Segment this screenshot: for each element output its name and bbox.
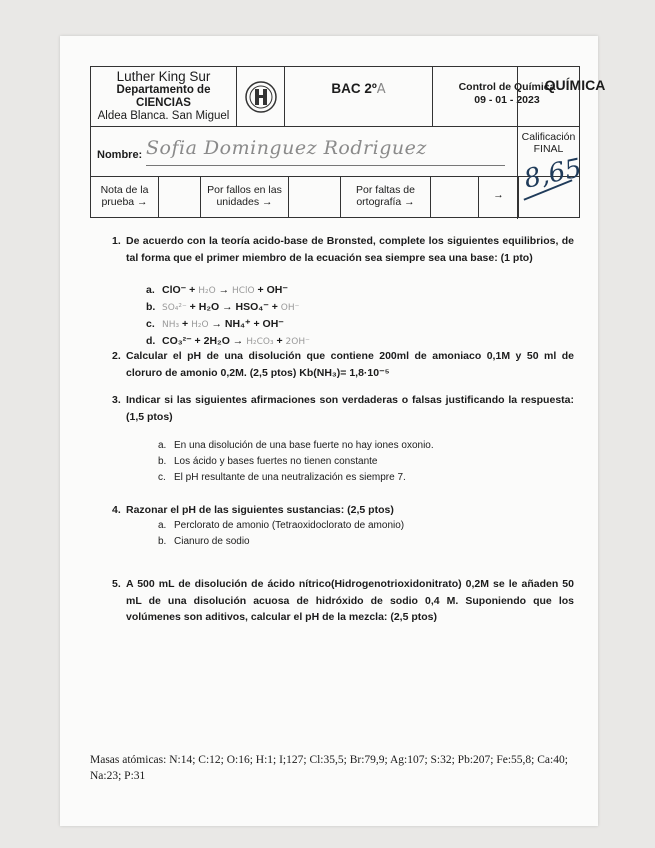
- handwritten-answer: SO₄²⁻: [162, 303, 187, 313]
- subject-title: QUÍMICA: [544, 77, 606, 93]
- control-title: Control de Química: [458, 81, 556, 93]
- faltas-label: Por faltas de ortografía →: [341, 177, 431, 217]
- question-5: [112, 576, 574, 626]
- student-name: Sofia Dominguez Rodriguez: [146, 137, 427, 159]
- final-grade-box: [517, 67, 585, 219]
- header-score-row: [91, 177, 519, 217]
- question-text: Indicar si las siguientes afirmaciones son verdaderas o falsas justificando la respuesta: (1,5 ptos): [126, 394, 574, 423]
- calificacion-label: Calificación FINAL: [521, 131, 576, 155]
- nota-value-cell: [159, 177, 201, 217]
- level-handwritten: A: [376, 82, 386, 97]
- total-arrow: →: [479, 177, 519, 217]
- school-logo: [237, 67, 285, 126]
- question-1: [112, 233, 574, 266]
- handwritten-answer: 2OH⁻: [285, 337, 310, 347]
- fallos-value-cell: [289, 177, 341, 217]
- equilibrium-a: a. ClO⁻ + H₂O → HClO + OH⁻: [146, 284, 288, 296]
- question-text: A 500 mL de disolución de ácido nítrico(Hidrogenotrioxidonitrato) 0,2M se le añaden 50 mL de una disolución acuosa de hidróxido de sodio 0,4 M. Suponiendo que los volúmenes son aditivos, calcular el pH de la mezcla: (2,5 ptos): [126, 578, 574, 623]
- handwritten-answer: H₂O: [198, 286, 216, 296]
- substance-a: a. Perclorato de amonio (Tetraoxidoclorato de amonio): [158, 520, 405, 531]
- equilibrium-b: b. SO₄²⁻ + H₂O → HSO₄⁻ + OH⁻: [146, 301, 300, 313]
- equilibrium-d: d. CO₃²⁻ + 2H₂O → H₂CO₃ + 2OH⁻: [146, 335, 310, 347]
- equilibrium-c: c. NH₃ + H₂O → NH₄⁺ + OH⁻: [146, 318, 284, 330]
- question-text: De acuerdo con la teoría acido-base de Bronsted, complete los siguientes equilibrios, de tal forma que el primer miembro de la ecuación sea siempre sea una base: (1 pto): [126, 235, 574, 264]
- handwritten-answer: OH⁻: [280, 303, 300, 313]
- question-number: 3.: [112, 394, 121, 406]
- header-top-row: [91, 67, 606, 127]
- school-location: Aldea Blanca. San Miguel: [97, 110, 230, 122]
- statement-b: b. Los ácido y bases fuertes no tienen constante: [158, 456, 378, 467]
- question-4: [112, 502, 574, 519]
- question-2: [112, 348, 574, 381]
- question-1-items: [146, 282, 446, 350]
- final-grade: 8,65: [521, 153, 585, 195]
- handwritten-answer: H₂CO₃: [246, 337, 274, 347]
- question-number: 2.: [112, 350, 121, 362]
- nota-label: Nota de la prueba →: [91, 177, 159, 217]
- substance-b: b. Cianuro de sodio: [158, 536, 250, 547]
- department-label: Departamento de: [116, 84, 211, 96]
- question-3: [112, 392, 574, 425]
- question-number: 1.: [112, 235, 121, 247]
- handwritten-answer: HClO: [232, 286, 255, 296]
- fallos-label: Por fallos en las unidades →: [201, 177, 289, 217]
- control-date: 09 - 01 - 2023: [474, 94, 540, 106]
- header-name-row: [91, 127, 585, 195]
- faltas-value-cell: [431, 177, 479, 217]
- statement-a: a. En una disolución de una base fuerte no hay iones oxonio.: [158, 440, 434, 451]
- school-seal-icon: [244, 80, 278, 114]
- handwritten-answer: NH₃: [162, 320, 180, 330]
- question-3-items: [158, 438, 558, 486]
- question-number: 5.: [112, 578, 121, 590]
- exam-paper: [60, 36, 606, 826]
- school-name: Luther King Sur: [116, 69, 211, 84]
- school-info: [91, 67, 237, 126]
- question-text: Razonar el pH de las siguientes sustancias: (2,5 ptos): [126, 504, 394, 516]
- department-name: CIENCIAS: [136, 97, 191, 109]
- name-underline: [146, 165, 505, 166]
- level-text: BAC 2º: [331, 81, 377, 96]
- handwritten-answer: H₂O: [191, 320, 209, 330]
- exam-header: [90, 66, 606, 218]
- statement-c: c. El pH resultante de una neutralización es siempre 7.: [158, 472, 406, 483]
- nombre-label: Nombre:: [97, 149, 143, 161]
- question-number: 4.: [112, 504, 121, 516]
- question-text: Calcular el pH de una disolución que contiene 200ml de amoniaco 0,1M y 50 ml de cloruro de amonio 0,2M. (2,5 ptos) Kb(NH₃)= 1,8·10⁻⁵: [126, 350, 574, 379]
- atomic-masses: Masas atómicas: N:14; C:12; O:16; H:1; I;127; Cl:35,5; Br:79,9; Ag:107; S:32; Pb:207; Fe:55,8; Ca:40; Na:23; P:31: [90, 754, 568, 782]
- question-4-items: [158, 518, 558, 550]
